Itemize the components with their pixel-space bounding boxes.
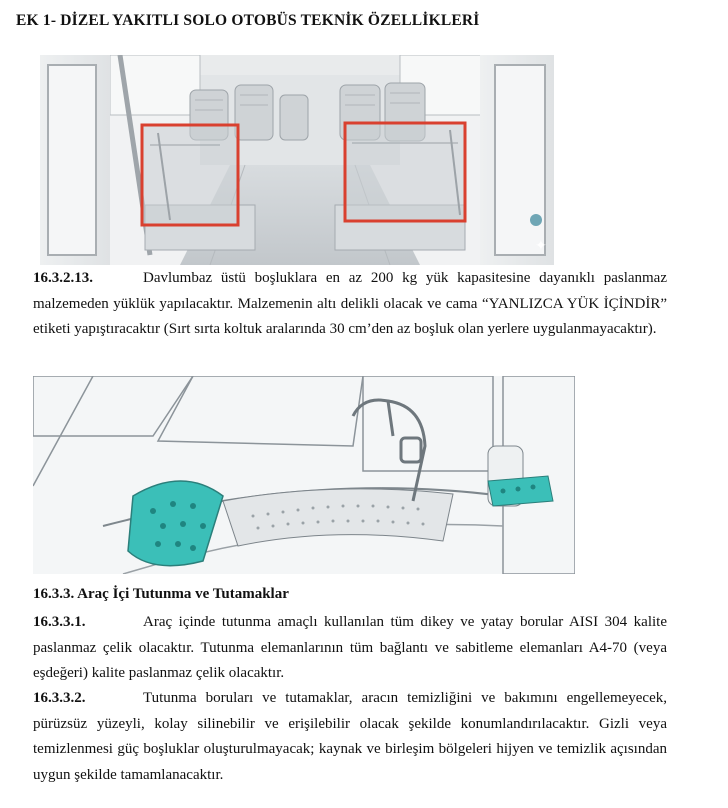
section-number: 16.3.2.13. [33,270,93,286]
subsection-paragraph [33,610,667,687]
luggage-rack-figure [40,55,554,265]
handrails-figure [33,376,575,574]
document-title: EK 1- DİZEL YAKITLI SOLO OTOBÜS TEKNİK ÖZELLİKLERİ [16,12,480,29]
section-paragraph [33,266,667,343]
subsection-text: Tutunma boruları ve tutamaklar, aracın temizliğini ve bakımını engellemeyecek, pürüzsüz yüzeyli, kolay silinebilir ve erişilebilir olacak şekilde konumlandırılacaktır. Gizli veya temizlenmesi güç boşluklar oluşturulmayacak; kaynak ve birleşim bölgeleri hijyen ve temizlik açısından uygun şekilde tamamlanacaktır. [33,690,667,783]
subsection-paragraph [33,686,667,788]
section-text: Davlumbaz üstü boşluklara en az 200 kg yük kapasitesine dayanıklı paslanmaz malzemeden yüklük yapılacaktır. Malzemenin altı delikli olacak ve cama “YANLIZCA YÜK İÇİNDİR” etiketi yapıştıracaktır (Sırt sırta koltuk aralarında 30 cm’den az boşluk olan yerlere uygulanmayacaktır). [33,270,667,337]
subsection-text: Araç içinde tutunma amaçlı kullanılan tüm dikey ve yatay borular AISI 304 kalite paslanmaz çelik olacaktır. Tutunma elemanlarının tüm bağlantı ve sabitleme elemanları A4-70 (veya eşdeğeri) kalite paslanmaz çelik olacaktır. [33,614,667,681]
handrails-illustration [33,376,575,574]
subsection-heading: 16.3.3. Araç İçi Tutunma ve Tutamaklar [33,586,289,602]
luggage-rack-illustration [40,55,554,265]
svg-text:✦: ✦ [535,238,547,254]
subsection-number: 16.3.3.2. [33,690,86,706]
subsection-number: 16.3.3.1. [33,614,86,630]
